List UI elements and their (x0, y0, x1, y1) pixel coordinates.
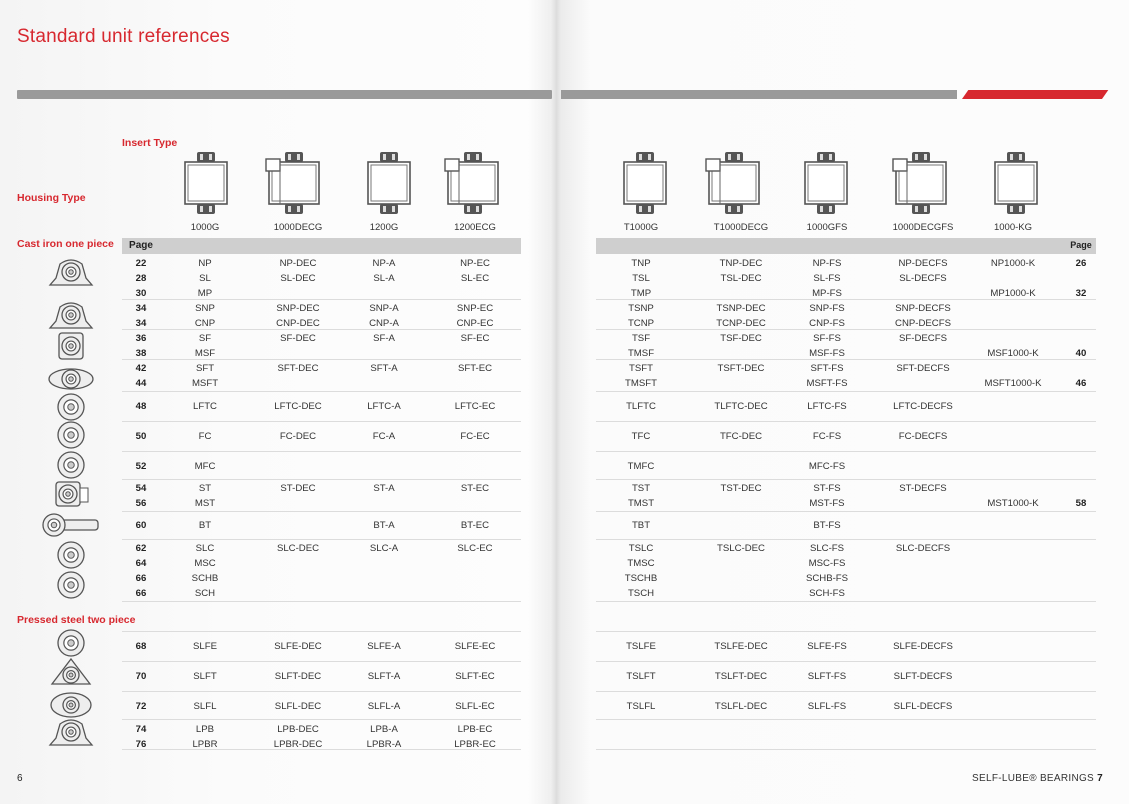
table-cell: ST-FS (813, 483, 841, 494)
table-cell: TSCH (627, 588, 655, 599)
row-page: 74 (135, 724, 147, 735)
table-cell: SLFE-A (367, 641, 401, 652)
table-cell: SL (199, 273, 211, 284)
table-cell: SNP-A (369, 303, 399, 314)
row-divider-left (122, 451, 521, 452)
table-cell: SLC-FS (809, 543, 845, 554)
table-cell: SLC-EC (457, 543, 493, 554)
page-header-label-right: Page (1070, 240, 1092, 250)
row-page: 54 (135, 483, 147, 494)
table-cell: MP-FS (812, 288, 842, 299)
table-row (0, 286, 1129, 301)
header-bar-left (17, 90, 552, 99)
table-row (0, 331, 1129, 346)
table-cell: SLFT (193, 671, 217, 682)
column-header-left-3: 1200ECG (454, 222, 496, 233)
table-cell: SLFL (193, 701, 217, 712)
left-page-number: 6 (17, 773, 23, 784)
table-cell: ST-DEC (280, 483, 316, 494)
insert-bearing-image-5 (705, 150, 763, 216)
cast-iron-label: Cast iron one piece (17, 238, 114, 250)
row-divider-right (596, 421, 1096, 422)
row-divider-left (122, 719, 521, 720)
table-cell: SLFL-FS (807, 701, 847, 712)
table-cell: FC-DEC (279, 431, 317, 442)
table-cell: SF (198, 333, 212, 344)
table-cell: MP (197, 288, 213, 299)
insert-bearing-image-6 (801, 150, 851, 216)
table-cell: SL-DEC (280, 273, 316, 284)
row-divider-right (596, 511, 1096, 512)
table-cell: ST-DECFS (899, 483, 947, 494)
table-cell: TSLFE-DEC (714, 641, 768, 652)
row-divider-left (122, 479, 521, 480)
row-page: 60 (135, 520, 147, 531)
table-row (0, 346, 1129, 361)
table-cell: SCH-FS (809, 588, 845, 599)
table-cell: SLC-DECFS (895, 543, 951, 554)
row-page: 34 (135, 303, 147, 314)
table-row (0, 301, 1129, 316)
row-page: 76 (135, 739, 147, 750)
table-cell: SLFT-A (367, 671, 401, 682)
table-cell: TMST (627, 498, 655, 509)
table-cell: MFC (194, 461, 216, 472)
table-cell: SF-FS (813, 333, 841, 344)
table-cell: CNP-A (369, 318, 399, 329)
row-divider-right (596, 691, 1096, 692)
table-row (0, 518, 1129, 533)
table-cell: SLFL-DECFS (893, 701, 953, 712)
table-cell: TNP-DEC (719, 258, 763, 269)
table-cell: MSC (194, 558, 216, 569)
table-cell: SL-FS (813, 273, 841, 284)
row-page-right: 40 (1075, 348, 1087, 359)
insert-bearing-image-7 (892, 150, 950, 216)
table-cell: TSL (632, 273, 650, 284)
table-cell: SL-EC (460, 273, 490, 284)
row-divider-right (596, 661, 1096, 662)
table-row (0, 571, 1129, 586)
table-cell: MSFT (191, 378, 219, 389)
row-divider-left (122, 391, 521, 392)
table-cell: NP-DEC (279, 258, 317, 269)
column-header-right-0: T1000G (623, 222, 659, 233)
table-cell: SLFT-DEC (274, 671, 322, 682)
table-cell: ST-EC (460, 483, 490, 494)
table-cell: SFT-A (370, 363, 398, 374)
table-cell: LFTC-DEC (274, 401, 322, 412)
table-cell: BT-EC (460, 520, 490, 531)
column-header-right-2: 1000GFS (806, 222, 848, 233)
table-cell: MSFT1000-K (984, 378, 1042, 389)
row-page: 34 (135, 318, 147, 329)
row-divider-right (596, 601, 1096, 602)
table-cell: SLFE-DECFS (893, 641, 953, 652)
row-page: 66 (135, 573, 147, 584)
row-page: 52 (135, 461, 147, 472)
table-cell: TSFT (629, 363, 653, 374)
table-cell: SL-A (373, 273, 395, 284)
row-divider-left (122, 631, 521, 632)
table-cell: ST-A (373, 483, 395, 494)
table-cell: SNP-FS (809, 303, 845, 314)
table-cell: SLFT-DECFS (893, 671, 953, 682)
table-cell: FC (198, 431, 212, 442)
row-divider-right (596, 479, 1096, 480)
table-row (0, 256, 1129, 271)
table-cell: MP1000-K (990, 288, 1036, 299)
table-cell: LFTC (193, 401, 217, 412)
table-cell: LFTC-FS (807, 401, 847, 412)
table-cell: TSLFE (626, 641, 656, 652)
table-cell: TFC-DEC (719, 431, 763, 442)
brand-name: SELF-LUBE® BEARINGS (972, 773, 1095, 784)
table-row (0, 316, 1129, 331)
table-row (0, 586, 1129, 601)
row-divider-left (122, 691, 521, 692)
column-header-left-0: 1000G (190, 222, 220, 233)
table-cell: LFTC-EC (454, 401, 496, 412)
table-cell: SLFL-A (367, 701, 401, 712)
table-row (0, 429, 1129, 444)
table-cell: LPB-DEC (277, 724, 319, 735)
table-cell: CNP-FS (809, 318, 845, 329)
row-page: 56 (135, 498, 147, 509)
row-page: 38 (135, 348, 147, 359)
row-page: 30 (135, 288, 147, 299)
table-cell: SLC-DEC (276, 543, 320, 554)
table-cell: TSFT-DEC (717, 363, 765, 374)
table-cell: SNP-DEC (276, 303, 320, 314)
table-cell: SLFE-EC (454, 641, 496, 652)
table-cell: TSF (631, 333, 651, 344)
table-cell: LPB-EC (457, 724, 493, 735)
table-cell: TSNP (628, 303, 654, 314)
table-cell: TSLC-DEC (717, 543, 765, 554)
column-header-right-3: 1000DECGFS (892, 222, 954, 233)
table-cell: SNP-DECFS (895, 303, 951, 314)
row-page: 28 (135, 273, 147, 284)
table-row (0, 459, 1129, 474)
table-cell: FC-DECFS (898, 431, 948, 442)
header-bar-accent (962, 90, 1108, 99)
table-cell: MSC-FS (808, 558, 846, 569)
table-cell: SCHB (191, 573, 219, 584)
table-cell: ST (198, 483, 212, 494)
table-row (0, 481, 1129, 496)
insert-bearing-image-0 (181, 150, 231, 216)
table-cell: SLC (195, 543, 215, 554)
table-cell: SNP (195, 303, 215, 314)
table-cell: SFT-FS (810, 363, 844, 374)
table-cell: TST (631, 483, 651, 494)
table-cell: SF-EC (460, 333, 490, 344)
table-cell: NP (198, 258, 212, 269)
housing-type-label: Housing Type (17, 192, 86, 204)
row-divider-right (596, 631, 1096, 632)
table-cell: SFT (195, 363, 215, 374)
row-page: 66 (135, 588, 147, 599)
row-page-right: 26 (1075, 258, 1087, 269)
table-cell: CNP-EC (456, 318, 494, 329)
table-cell: SCHB-FS (805, 573, 849, 584)
table-cell: MST1000-K (987, 498, 1039, 509)
table-row (0, 556, 1129, 571)
row-page: 70 (135, 671, 147, 682)
row-divider-right (596, 719, 1096, 720)
row-page: 36 (135, 333, 147, 344)
column-header-left-2: 1200G (369, 222, 399, 233)
row-divider-right (596, 539, 1096, 540)
table-cell: BT (198, 520, 212, 531)
row-page-right: 58 (1075, 498, 1087, 509)
table-cell: SLFT-EC (455, 671, 495, 682)
table-cell: TMFC (627, 461, 655, 472)
table-cell: SLFL-DEC (274, 701, 322, 712)
table-cell: TSLFT (626, 671, 656, 682)
row-divider-right (596, 391, 1096, 392)
table-cell: SLC-A (369, 543, 399, 554)
table-cell: TMSFT (625, 378, 657, 389)
row-page: 42 (135, 363, 147, 374)
insert-bearing-image-1 (265, 150, 323, 216)
row-page: 62 (135, 543, 147, 554)
right-footer (972, 773, 1103, 784)
table-row (0, 376, 1129, 391)
page-header-band-right (596, 238, 1096, 254)
table-cell: MSFT-FS (806, 378, 848, 389)
column-header-right-4: 1000-KG (993, 222, 1033, 233)
table-cell: BT-FS (813, 520, 841, 531)
table-cell: LPBR-DEC (273, 739, 323, 750)
table-cell: TSLC (628, 543, 654, 554)
table-cell: LFTC-A (367, 401, 401, 412)
row-page: 64 (135, 558, 147, 569)
row-page: 72 (135, 701, 147, 712)
table-cell: MST (194, 498, 216, 509)
table-cell: TSLFL (626, 701, 656, 712)
table-cell: SLFL-EC (455, 701, 495, 712)
table-row (0, 541, 1129, 556)
table-cell: FC-FS (812, 431, 842, 442)
table-cell: SLFE-FS (807, 641, 847, 652)
table-cell: TCNP-DEC (716, 318, 766, 329)
table-cell: LPB (195, 724, 215, 735)
table-cell: FC-EC (460, 431, 490, 442)
table-row (0, 722, 1129, 737)
table-cell: TLFTC (626, 401, 656, 412)
page-title: Standard unit references (17, 26, 230, 47)
table-row (0, 699, 1129, 714)
table-row (0, 399, 1129, 414)
row-divider-left (122, 661, 521, 662)
table-cell: SFT-EC (457, 363, 493, 374)
table-cell: SF-DEC (280, 333, 316, 344)
table-cell: SCH (194, 588, 216, 599)
insert-bearing-image-8 (991, 150, 1041, 216)
table-cell: SLFT-FS (807, 671, 847, 682)
table-cell: SNP-EC (456, 303, 494, 314)
table-cell: SLFE-DEC (274, 641, 322, 652)
header-bar-right (561, 90, 957, 99)
table-cell: NP-FS (812, 258, 842, 269)
table-cell: TSLFT-DEC (714, 671, 768, 682)
row-page-right: 32 (1075, 288, 1087, 299)
table-cell: SLFE (193, 641, 217, 652)
row-divider-left (122, 539, 521, 540)
column-header-left-1: 1000DECG (273, 222, 323, 233)
table-cell: LFTC-DECFS (893, 401, 953, 412)
table-cell: TSNP-DEC (716, 303, 766, 314)
table-cell: TCNP (627, 318, 655, 329)
table-cell: TNP (631, 258, 651, 269)
row-divider-right (596, 451, 1096, 452)
insert-bearing-image-4 (620, 150, 670, 216)
table-cell: CNP (194, 318, 216, 329)
row-divider-left (122, 511, 521, 512)
right-page-number: 7 (1097, 773, 1103, 784)
insert-type-label: Insert Type (122, 137, 178, 149)
row-page: 68 (135, 641, 147, 652)
table-row (0, 639, 1129, 654)
table-row (0, 669, 1129, 684)
table-cell: TMSF (627, 348, 655, 359)
table-cell: TSCHB (624, 573, 658, 584)
page-header-band-left (122, 238, 521, 254)
table-cell: LPBR-A (366, 739, 402, 750)
insert-bearing-image-2 (364, 150, 414, 216)
table-cell: FC-A (372, 431, 396, 442)
table-cell: NP-A (372, 258, 396, 269)
table-row (0, 737, 1129, 752)
table-cell: SL-DECFS (899, 273, 947, 284)
table-cell: SF-DECFS (899, 333, 947, 344)
table-row (0, 496, 1129, 511)
row-divider-left (122, 421, 521, 422)
table-cell: CNP-DECFS (895, 318, 951, 329)
table-cell: TST-DEC (720, 483, 762, 494)
row-page: 48 (135, 401, 147, 412)
table-cell: TSF-DEC (720, 333, 762, 344)
table-cell: CNP-DEC (276, 318, 320, 329)
table-cell: MFC-FS (808, 461, 846, 472)
table-cell: MSF (194, 348, 216, 359)
table-cell: NP-DECFS (898, 258, 948, 269)
table-cell: TMP (630, 288, 652, 299)
row-page: 22 (135, 258, 147, 269)
pressed-steel-label: Pressed steel two piece (17, 614, 136, 626)
table-cell: MSF1000-K (987, 348, 1039, 359)
table-cell: TSL-DEC (720, 273, 762, 284)
table-cell: NP1000-K (990, 258, 1036, 269)
table-cell: TSLFL-DEC (714, 701, 768, 712)
table-cell: TBT (631, 520, 651, 531)
table-cell: LPB-A (370, 724, 398, 735)
table-cell: TLFTC-DEC (714, 401, 768, 412)
table-cell: SF-A (373, 333, 395, 344)
row-divider-left (122, 601, 521, 602)
table-row (0, 361, 1129, 376)
table-row (0, 271, 1129, 286)
table-cell: NP-EC (460, 258, 490, 269)
column-header-right-1: T1000DECG (713, 222, 769, 233)
row-page: 50 (135, 431, 147, 442)
page-header-label-left: Page (129, 240, 153, 251)
table-cell: TMSC (627, 558, 655, 569)
table-cell: MST-FS (809, 498, 845, 509)
table-cell: TFC (631, 431, 651, 442)
table-cell: MSF-FS (809, 348, 845, 359)
row-page: 44 (135, 378, 147, 389)
table-cell: LPBR (192, 739, 218, 750)
insert-bearing-image-3 (444, 150, 502, 216)
table-cell: BT-A (373, 520, 395, 531)
table-cell: SFT-DECFS (896, 363, 950, 374)
row-page-right: 46 (1075, 378, 1087, 389)
table-cell: SFT-DEC (277, 363, 319, 374)
table-cell: LPBR-EC (454, 739, 496, 750)
